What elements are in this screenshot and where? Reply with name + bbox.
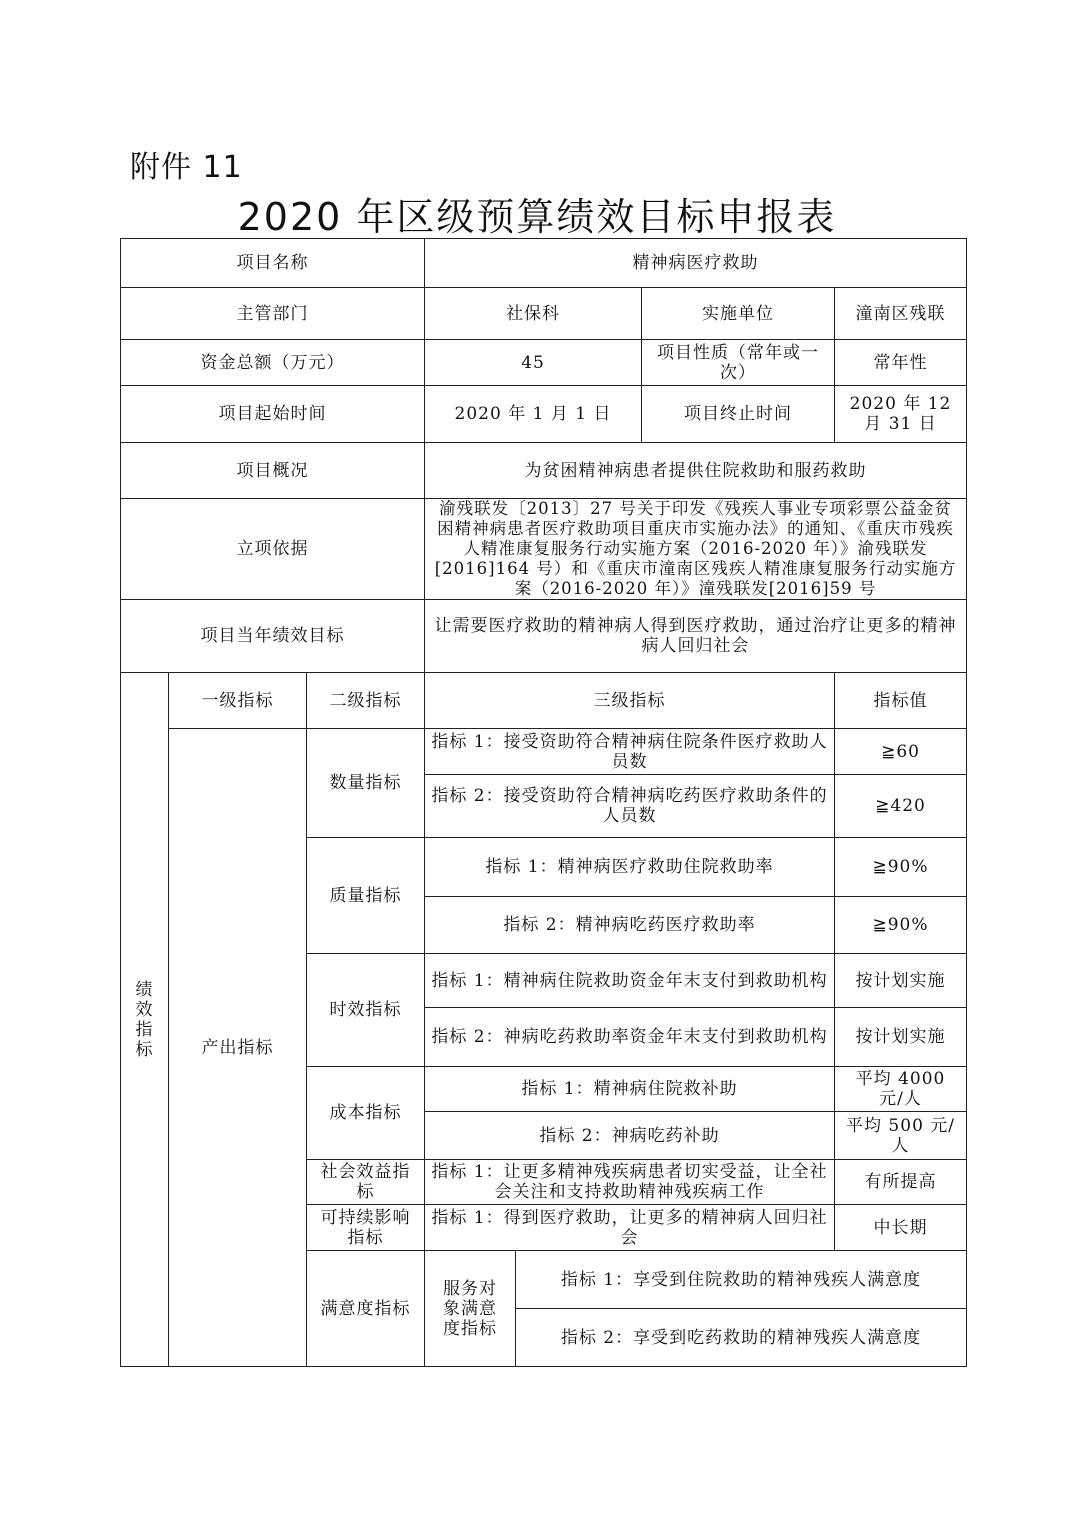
document-title: 2020 年区级预算绩效目标申报表 [237,195,837,239]
row-project-name [121,239,967,288]
nature-label: 项目性质（常年或一次） [642,340,835,386]
row-basis [121,499,967,600]
quantity-level2: 数量指标 [307,729,425,838]
basis-value: 渝残联发〔2013〕27 号关于印发《残疾人事业专项彩票公益金贫困精神病患者医疗救助项目重庆市实施办法》的通知、《重庆市残疾人精准康复服务行动实施方案（2016-2020 年）》渝残联发[2016]164 号）和《重庆市潼南区残疾人精准康复服务行动实施方案（2016-2020 年）》潼残联发[2016]59 号 [425,499,967,600]
indicator-text: 指标 1：得到医疗救助，让更多的精神病人回归社会 [425,1205,835,1251]
row-period [121,386,967,443]
total-funds-label: 资金总额（万元） [121,340,425,386]
budget-performance-table [120,238,967,1367]
indicator-value: ≧60 [835,729,967,775]
indicator-value: 有所提高 [835,1160,967,1205]
project-name-label: 项目名称 [121,239,425,288]
row-funds [121,340,967,386]
start-label: 项目起始时间 [121,386,425,443]
indicator-text: 指标 1：让更多精神残疾病患者切实受益，让全社会关注和支持救助精神残疾病工作 [425,1160,835,1205]
indicator-text: 指标 1：精神病医疗救助住院救助率 [425,838,835,897]
indicator-value: 平均 500 元/人 [835,1112,967,1160]
indicator-text: 指标 2：享受到吃药救助的精神残疾人满意度 [516,1309,967,1367]
cost-level2: 成本指标 [307,1067,425,1160]
indicator-text: 指标 1：精神病住院救助资金年末支付到救助机构 [425,954,835,1008]
table-row [121,729,967,775]
indicator-value: ≧420 [835,775,967,838]
overview-value: 为贫困精神病患者提供住院救助和服药救助 [425,443,967,499]
indicator-text: 指标 2：神病吃药补助 [425,1112,835,1160]
satisfaction-level1: 满意度指标 [307,1251,425,1367]
unit-label: 实施单位 [642,288,835,340]
dept-label: 主管部门 [121,288,425,340]
indicator-value: 按计划实施 [835,954,967,1008]
start-value: 2020 年 1 月 1 日 [425,386,642,443]
basis-label: 立项依据 [121,499,425,600]
dept-value: 社保科 [425,288,642,340]
end-value: 2020 年 12 月 31 日 [835,386,967,443]
row-goal [121,600,967,673]
indicator-value: 中长期 [835,1205,967,1251]
indicator-text: 指标 1：享受到住院救助的精神残疾人满意度 [516,1251,967,1309]
total-funds-value: 45 [425,340,642,386]
value-header: 指标值 [835,673,967,729]
indicator-text: 指标 2：精神病吃药医疗救助率 [425,897,835,954]
end-label: 项目终止时间 [642,386,835,443]
row-indicator-header [121,673,967,729]
level3-header: 三级指标 [425,673,835,729]
perf-indicator-label [121,673,169,1367]
project-name-value: 精神病医疗救助 [425,239,967,288]
goal-value: 让需要医疗救助的精神病人得到医疗救助，通过治疗让更多的精神病人回归社会 [425,600,967,673]
unit-value: 潼南区残联 [835,288,967,340]
indicator-text: 指标 1：接受资助符合精神病住院条件医疗救助人员数 [425,729,835,775]
indicator-value: 按计划实施 [835,1008,967,1067]
perf-indicator-vertical-text: 绩效指标 [135,979,154,1060]
indicator-value: 平均 4000 元/人 [835,1067,967,1112]
overview-label: 项目概况 [121,443,425,499]
level2-header: 二级指标 [307,673,425,729]
row-overview [121,443,967,499]
service-satisfaction-level2: 服务对象满意度指标 [425,1251,516,1367]
goal-label: 项目当年绩效目标 [121,600,425,673]
nature-value: 常年性 [835,340,967,386]
level1-header: 一级指标 [169,673,307,729]
indicator-value: ≧90% [835,838,967,897]
attachment-label: 附件 11 [130,150,243,185]
sustain-level2: 可持续影响指标 [307,1205,425,1251]
row-dept [121,288,967,340]
output-level1: 产出指标 [169,729,307,1367]
social-level2: 社会效益指标 [307,1160,425,1205]
timeliness-level2: 时效指标 [307,954,425,1067]
indicator-text: 指标 2：接受资助符合精神病吃药医疗救助条件的人员数 [425,775,835,838]
indicator-value: ≧90% [835,897,967,954]
indicator-text: 指标 2：神病吃药救助率资金年末支付到救助机构 [425,1008,835,1067]
indicator-text: 指标 1：精神病住院救补助 [425,1067,835,1112]
quality-level2: 质量指标 [307,838,425,954]
